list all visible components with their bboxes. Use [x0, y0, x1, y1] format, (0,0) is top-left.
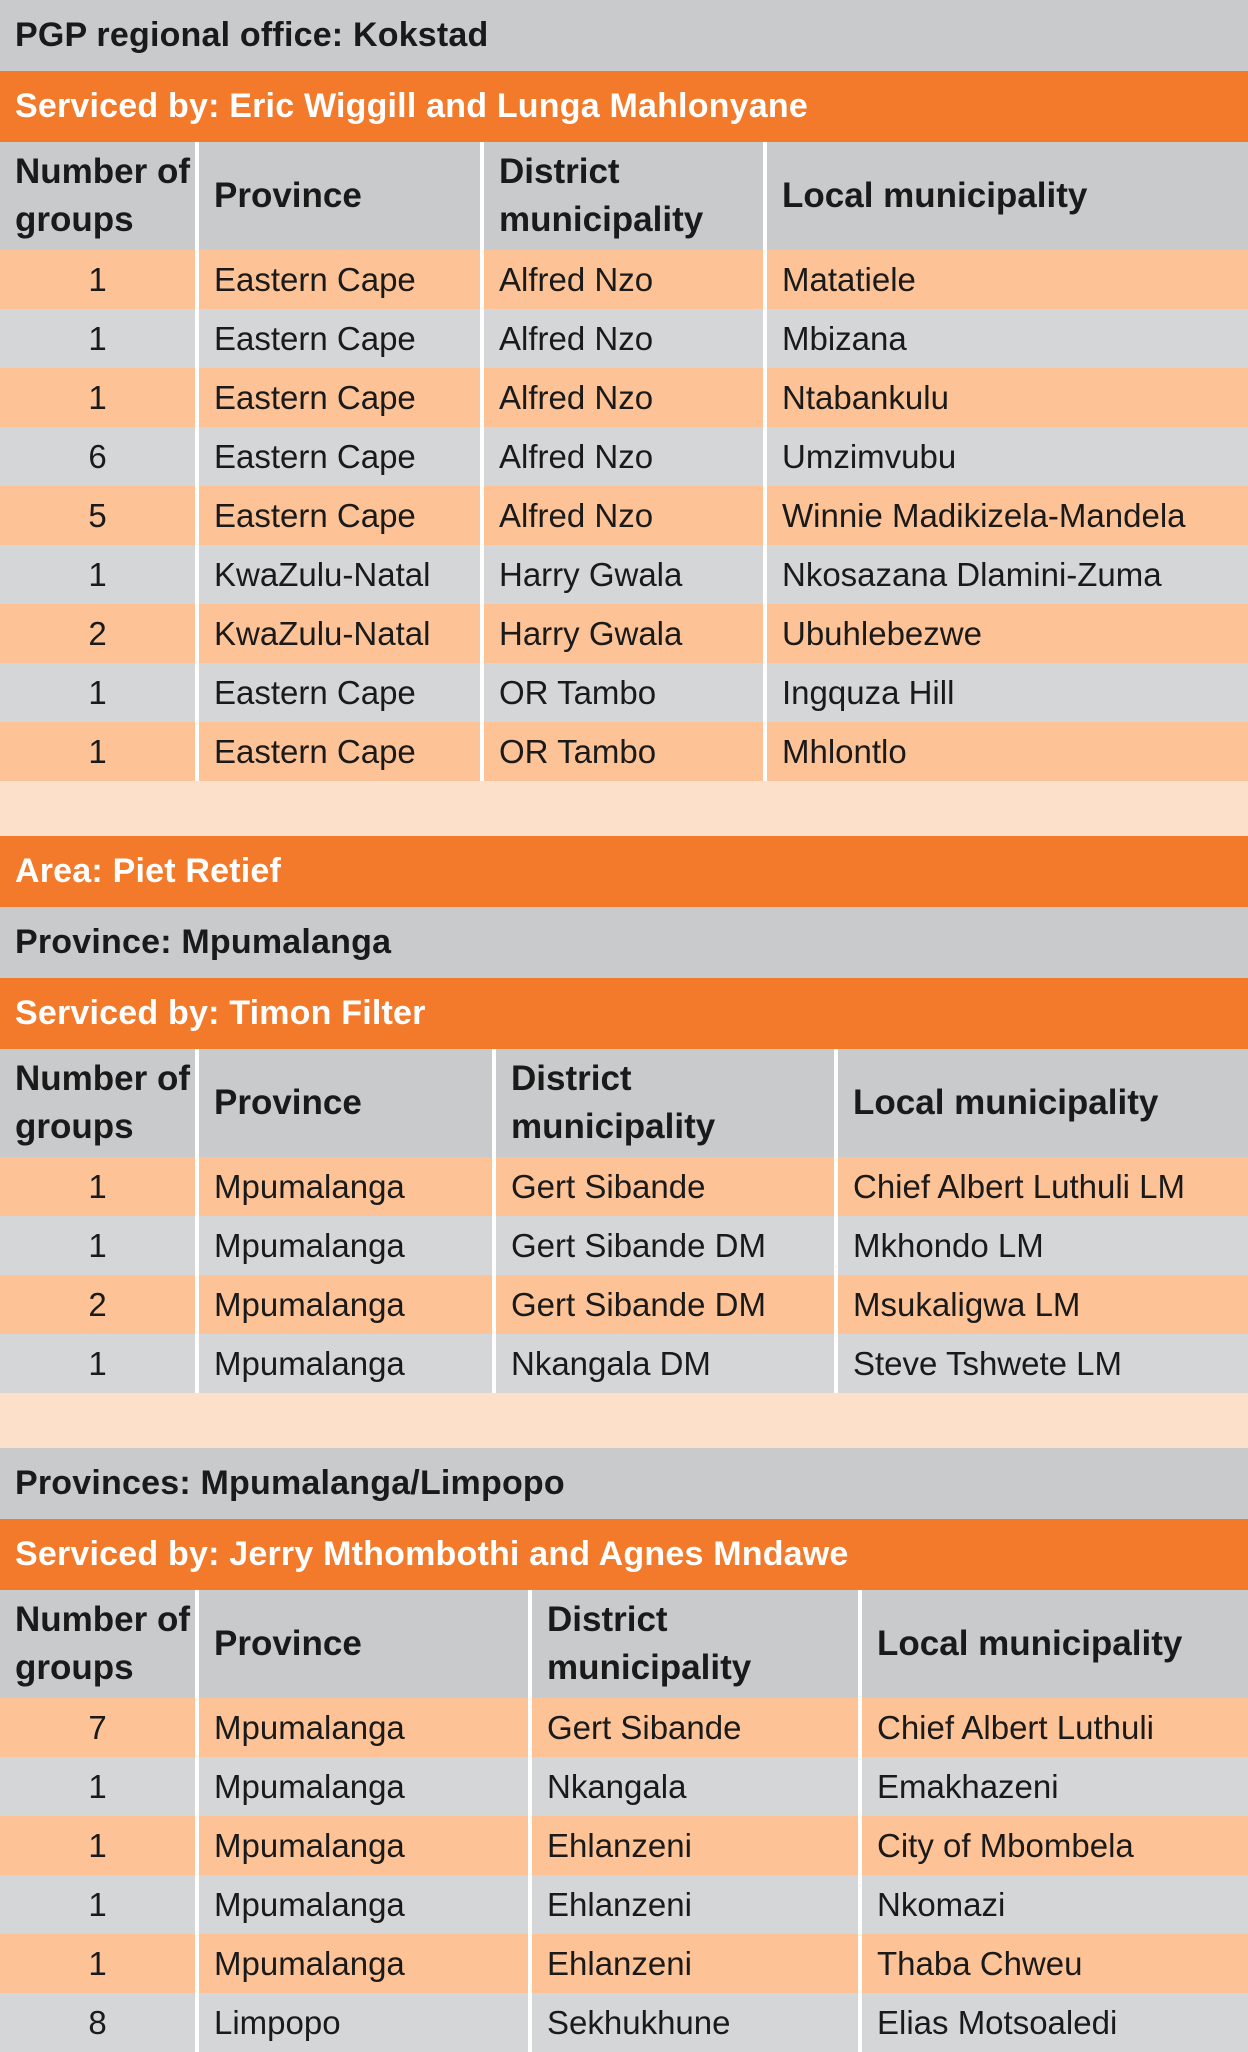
table-row — [0, 368, 1248, 427]
table-row — [0, 1157, 1248, 1216]
cell-number-of-groups: 8 — [0, 1993, 197, 2052]
cell-province: Eastern Cape — [197, 427, 482, 486]
section-spacer — [0, 781, 1248, 836]
table-row — [0, 1757, 1248, 1816]
table-row — [0, 427, 1248, 486]
serviced-by-heading: Serviced by: Timon Filter — [0, 978, 1248, 1049]
cell-district-municipality: Ehlanzeni — [530, 1816, 860, 1875]
provinces-heading: Provinces: Mpumalanga/Limpopo — [0, 1448, 1248, 1519]
cell-district-municipality: Ehlanzeni — [530, 1875, 860, 1934]
cell-local-municipality: Ingquza Hill — [765, 663, 1248, 722]
header-number-of-groups: Number of groups — [0, 1049, 197, 1157]
cell-district-municipality: Alfred Nzo — [482, 486, 765, 545]
cell-district-municipality: Gert Sibande — [530, 1698, 860, 1757]
cell-number-of-groups: 1 — [0, 1875, 197, 1934]
cell-number-of-groups: 2 — [0, 604, 197, 663]
cell-province: Mpumalanga — [197, 1157, 494, 1216]
cell-district-municipality: Gert Sibande DM — [494, 1216, 836, 1275]
cell-province: Eastern Cape — [197, 722, 482, 781]
cell-province: Eastern Cape — [197, 250, 482, 309]
cell-local-municipality: Matatiele — [765, 250, 1248, 309]
table-row — [0, 1334, 1248, 1393]
serviced-by-heading: Serviced by: Jerry Mthombothi and Agnes Mndawe — [0, 1519, 1248, 1590]
cell-local-municipality: Steve Tshwete LM — [836, 1334, 1248, 1393]
cell-local-municipality: Emakhazeni — [860, 1757, 1248, 1816]
cell-local-municipality: Elias Motsoaledi — [860, 1993, 1248, 2052]
cell-province: Mpumalanga — [197, 1934, 530, 1993]
table-row — [0, 604, 1248, 663]
cell-local-municipality: Mkhondo LM — [836, 1216, 1248, 1275]
cell-district-municipality: Sekhukhune — [530, 1993, 860, 2052]
area-heading: Area: Piet Retief — [0, 836, 1248, 907]
groups-table-kokstad — [0, 142, 1248, 781]
table-row — [0, 1875, 1248, 1934]
cell-local-municipality: Chief Albert Luthuli LM — [836, 1157, 1248, 1216]
cell-district-municipality: OR Tambo — [482, 722, 765, 781]
cell-number-of-groups: 1 — [0, 250, 197, 309]
cell-province: Eastern Cape — [197, 368, 482, 427]
header-district-municipality: District municipality — [494, 1049, 836, 1157]
header-district-municipality: District municipality — [530, 1590, 860, 1698]
cell-district-municipality: OR Tambo — [482, 663, 765, 722]
cell-province: Mpumalanga — [197, 1875, 530, 1934]
table-row — [0, 722, 1248, 781]
table-row — [0, 1993, 1248, 2052]
table-row — [0, 486, 1248, 545]
cell-local-municipality: Ubuhlebezwe — [765, 604, 1248, 663]
table-row — [0, 663, 1248, 722]
table-header-row — [0, 1590, 1248, 1698]
cell-local-municipality: Chief Albert Luthuli — [860, 1698, 1248, 1757]
cell-province: Eastern Cape — [197, 663, 482, 722]
cell-number-of-groups: 1 — [0, 722, 197, 781]
table-row — [0, 309, 1248, 368]
cell-local-municipality: Nkosazana Dlamini-Zuma — [765, 545, 1248, 604]
cell-province: Eastern Cape — [197, 486, 482, 545]
office-heading: PGP regional office: Kokstad — [0, 0, 1248, 71]
groups-table-piet-retief — [0, 1049, 1248, 1393]
table-row — [0, 545, 1248, 604]
cell-number-of-groups: 2 — [0, 1275, 197, 1334]
cell-district-municipality: Ehlanzeni — [530, 1934, 860, 1993]
table-header-row — [0, 1049, 1248, 1157]
header-number-of-groups: Number of groups — [0, 142, 197, 250]
cell-local-municipality: Ntabankulu — [765, 368, 1248, 427]
cell-district-municipality: Nkangala — [530, 1757, 860, 1816]
cell-district-municipality: Alfred Nzo — [482, 250, 765, 309]
cell-number-of-groups: 1 — [0, 545, 197, 604]
cell-district-municipality: Nkangala DM — [494, 1334, 836, 1393]
header-province: Province — [197, 1049, 494, 1157]
cell-number-of-groups: 7 — [0, 1698, 197, 1757]
cell-province: Mpumalanga — [197, 1216, 494, 1275]
table-row — [0, 1216, 1248, 1275]
cell-local-municipality: Nkomazi — [860, 1875, 1248, 1934]
cell-district-municipality: Alfred Nzo — [482, 309, 765, 368]
cell-province: Mpumalanga — [197, 1757, 530, 1816]
table-row — [0, 1934, 1248, 1993]
cell-district-municipality: Alfred Nzo — [482, 427, 765, 486]
cell-local-municipality: Umzimvubu — [765, 427, 1248, 486]
serviced-by-heading: Serviced by: Eric Wiggill and Lunga Mahlonyane — [0, 71, 1248, 142]
cell-district-municipality: Alfred Nzo — [482, 368, 765, 427]
table-row — [0, 1275, 1248, 1334]
province-heading: Province: Mpumalanga — [0, 907, 1248, 978]
cell-province: Mpumalanga — [197, 1698, 530, 1757]
section-spacer — [0, 1393, 1248, 1448]
header-province: Province — [197, 142, 482, 250]
cell-province: Limpopo — [197, 1993, 530, 2052]
cell-local-municipality: City of Mbombela — [860, 1816, 1248, 1875]
header-number-of-groups: Number of groups — [0, 1590, 197, 1698]
header-province: Province — [197, 1590, 530, 1698]
cell-number-of-groups: 1 — [0, 1216, 197, 1275]
groups-table-mpumalanga-limpopo — [0, 1590, 1248, 2052]
table-row — [0, 1816, 1248, 1875]
cell-district-municipality: Gert Sibande DM — [494, 1275, 836, 1334]
table-row — [0, 250, 1248, 309]
cell-number-of-groups: 5 — [0, 486, 197, 545]
cell-province: KwaZulu-Natal — [197, 545, 482, 604]
cell-local-municipality: Thaba Chweu — [860, 1934, 1248, 1993]
table-header-row — [0, 142, 1248, 250]
header-local-municipality: Local municipality — [765, 142, 1248, 250]
cell-province: Eastern Cape — [197, 309, 482, 368]
cell-local-municipality: Mbizana — [765, 309, 1248, 368]
table-row — [0, 1698, 1248, 1757]
cell-district-municipality: Harry Gwala — [482, 545, 765, 604]
cell-district-municipality: Harry Gwala — [482, 604, 765, 663]
cell-province: KwaZulu-Natal — [197, 604, 482, 663]
cell-province: Mpumalanga — [197, 1334, 494, 1393]
cell-number-of-groups: 6 — [0, 427, 197, 486]
cell-number-of-groups: 1 — [0, 1757, 197, 1816]
cell-number-of-groups: 1 — [0, 368, 197, 427]
header-district-municipality: District municipality — [482, 142, 765, 250]
cell-number-of-groups: 1 — [0, 309, 197, 368]
cell-district-municipality: Gert Sibande — [494, 1157, 836, 1216]
cell-local-municipality: Msukaligwa LM — [836, 1275, 1248, 1334]
cell-number-of-groups: 1 — [0, 1334, 197, 1393]
header-local-municipality: Local municipality — [860, 1590, 1248, 1698]
header-local-municipality: Local municipality — [836, 1049, 1248, 1157]
cell-local-municipality: Mhlontlo — [765, 722, 1248, 781]
cell-province: Mpumalanga — [197, 1816, 530, 1875]
cell-number-of-groups: 1 — [0, 1934, 197, 1993]
cell-number-of-groups: 1 — [0, 1816, 197, 1875]
cell-number-of-groups: 1 — [0, 663, 197, 722]
cell-number-of-groups: 1 — [0, 1157, 197, 1216]
cell-province: Mpumalanga — [197, 1275, 494, 1334]
cell-local-municipality: Winnie Madikizela-Mandela — [765, 486, 1248, 545]
